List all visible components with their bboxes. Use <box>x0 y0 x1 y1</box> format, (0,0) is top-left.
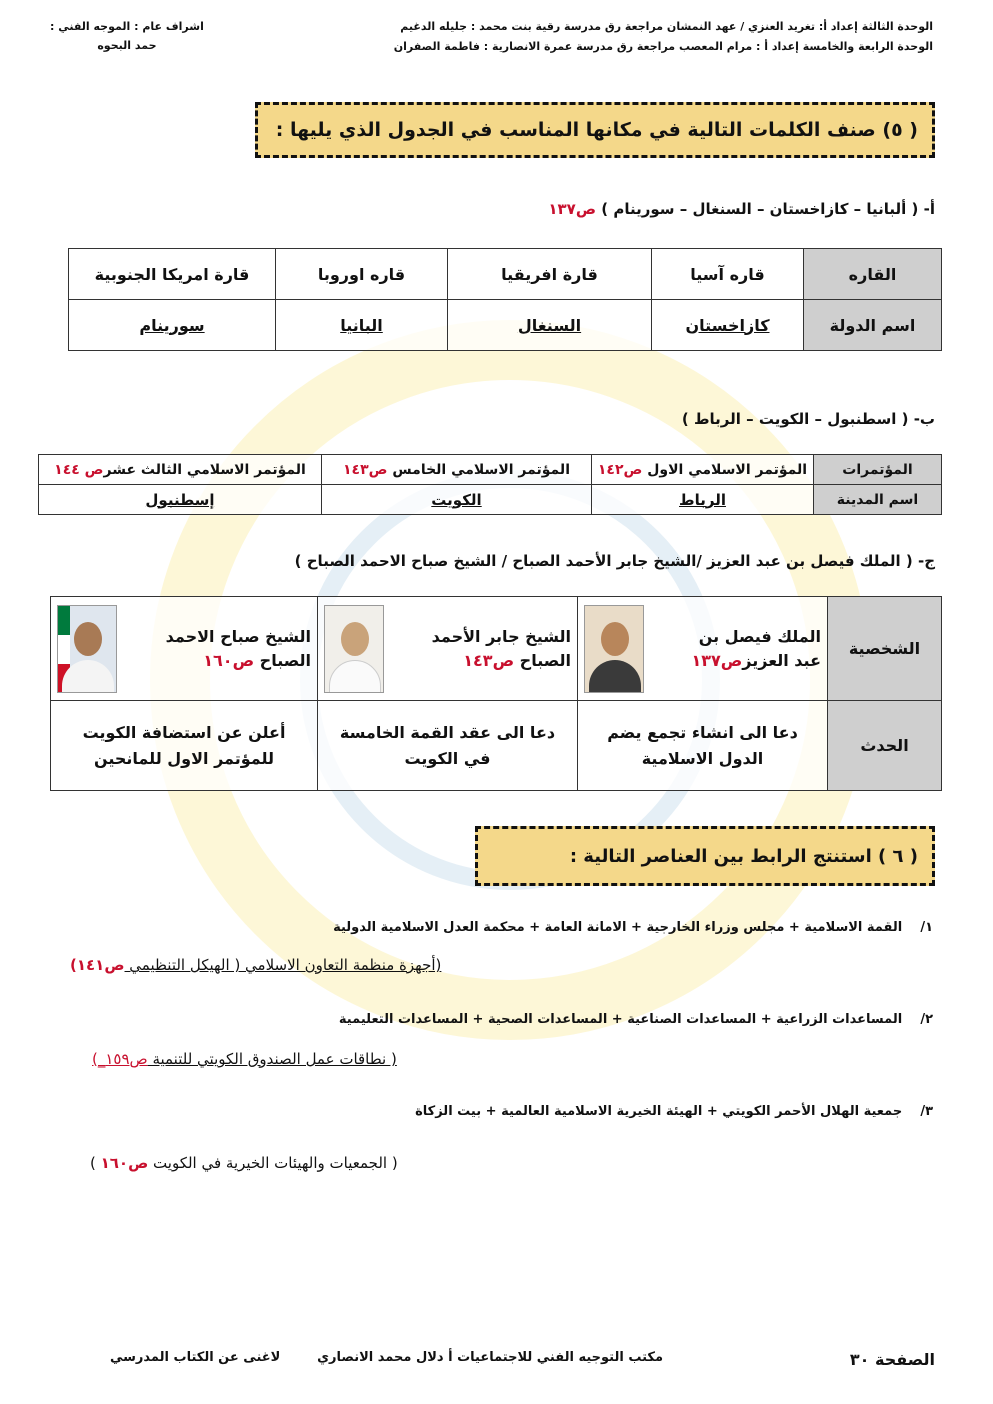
table-cell: قارة امريكا الجنوبية <box>69 249 276 300</box>
table-row <box>39 485 942 515</box>
answer-page-ref: ص١٦٠ <box>100 1154 149 1172</box>
person-name-line <box>691 649 821 673</box>
sheikh-sabah-portrait <box>57 605 117 693</box>
table-cell: قاره آسيا <box>652 249 804 300</box>
table-cell: إسطنبول <box>39 485 322 515</box>
table-cell: كازاخستان <box>652 300 804 351</box>
table-row <box>51 597 942 701</box>
table-cell <box>578 597 828 701</box>
part-a-page-ref: ص١٣٧ <box>548 200 597 218</box>
table-row <box>69 249 942 300</box>
item-number: ٣/ <box>920 1104 933 1119</box>
header-line-2: الوحدة الرابعة والخامسة إعداد أ : مرام المعصب مراجعة رق مدرسة عمرة الانصارية : فاطمة الصفران <box>393 40 933 53</box>
table-cell: سورينام <box>69 300 276 351</box>
event-line: الدول الاسلامية <box>641 748 764 768</box>
q6-item-3 <box>415 1104 933 1119</box>
question-5-banner <box>255 102 935 158</box>
table-cell <box>318 597 578 701</box>
table-cell: قارة افريقيا <box>448 249 652 300</box>
person-name-text: عبد العزيز <box>742 650 821 670</box>
answer-text: ( الجمعيات والهيئات الخيرية في الكويت <box>148 1154 398 1172</box>
table-cell <box>592 455 814 485</box>
part-b-heading: ب- ( اسطنبول – الكويت – الرباط ) <box>681 410 935 428</box>
table-row <box>39 455 942 485</box>
page-number: الصفحة ٣٠ <box>849 1350 935 1369</box>
continents-table <box>68 248 942 351</box>
item-number: ٢/ <box>920 1012 933 1027</box>
question-6-title: ( ٦ ) استنتج الرابط بين العناصر التالية : <box>569 845 918 867</box>
conference-name: المؤتمر الاسلامي الخامس <box>387 461 570 478</box>
person-name <box>432 625 571 673</box>
person-king-faisal <box>578 605 827 693</box>
table-cell <box>51 597 318 701</box>
question-6-banner <box>475 826 935 886</box>
q6-answer-3 <box>90 1154 398 1172</box>
part-a-words: ألبانيا – كازاخستان – السنغال – سورينام ) <box>601 200 907 218</box>
footer-office: مكتب التوجيه الفني للاجتماعيات أ دلال محمد الانصاري <box>317 1350 663 1365</box>
person-name-line: الملك فيصل بن <box>698 626 821 646</box>
person-name <box>166 625 311 673</box>
event-line: في الكويت <box>404 748 491 768</box>
item-number: ١/ <box>920 920 933 935</box>
q6-answer-2 <box>92 1050 397 1068</box>
conference-name: المؤتمر الاسلامي الثالث عشر <box>103 461 306 478</box>
part-c-heading: ج- ( الملك فيصل بن عبد العزيز /الشيخ جابر الأحمد الصباح / الشيخ صباح الاحمد الصباح ) <box>294 552 935 570</box>
answer-page-ref: ص١٥٩_) <box>92 1050 148 1068</box>
table-header-cell: الشخصية <box>828 597 942 701</box>
table-cell <box>322 455 592 485</box>
conferences-table <box>38 454 942 515</box>
table-header-cell: اسم الدولة <box>804 300 942 351</box>
person-name-text: الصباح <box>514 650 571 670</box>
person-name <box>691 625 821 673</box>
event-cell <box>578 701 828 791</box>
conference-ref: ص١٤٣ <box>343 461 388 478</box>
conference-ref: ص ١٤٤ <box>54 461 104 478</box>
table-cell: البانيا <box>276 300 448 351</box>
supervisor-name: حمد البحوه <box>97 39 157 52</box>
event-line: دعا الى عقد القمة الخامسة <box>339 722 556 742</box>
answer-text: (أجهزة منظمة التعاون الاسلامي ( الهيكل التنظيمي <box>124 956 442 974</box>
part-a-prefix: أ- ( <box>911 200 935 218</box>
person-sheikh-sabah <box>51 605 317 693</box>
table-cell: قاره اوروبا <box>276 249 448 300</box>
supervisor-label: اشراف عام : الموجه الفني : <box>50 20 204 33</box>
header-line-1: الوحدة الثالثة إعداد أ: تغريد العنزي / عهد النمشان مراجعة رق مدرسة رقية بنت محمد : جليله الدغيم <box>400 20 933 33</box>
event-line: دعا الى انشاء تجمع يضم <box>607 722 798 742</box>
answer-text: ( نطاقات عمل الصندوق الكويتي للتنمية <box>147 1050 397 1068</box>
person-name-line <box>166 649 311 673</box>
item-elements: المساعدات الزراعية + المساعدات الصناعية + المساعدات الصحية + المساعدات التعليمية <box>338 1012 903 1027</box>
footer-notice: لاغنى عن الكتاب المدرسي <box>110 1350 281 1365</box>
table-header-cell: الحدث <box>828 701 942 791</box>
table-cell: الكويت <box>322 485 592 515</box>
person-page-ref: ص١٣٧ <box>691 650 743 670</box>
table-row <box>69 300 942 351</box>
table-cell <box>39 455 322 485</box>
conference-ref: ص١٤٢ <box>597 461 643 478</box>
table-cell: الرباط <box>592 485 814 515</box>
item-elements: جمعية الهلال الأحمر الكويتي + الهيئة الخيرية الاسلامية العالمية + بيت الزكاة <box>415 1104 903 1119</box>
answer-page-ref: ص١٤١) <box>70 956 125 974</box>
part-a-heading <box>548 200 935 218</box>
person-sheikh-jaber <box>318 605 577 693</box>
person-name-text: الصباح <box>254 650 311 670</box>
table-row <box>51 701 942 791</box>
person-page-ref: ص١٦٠ <box>203 650 255 670</box>
king-faisal-portrait <box>584 605 644 693</box>
question-5-title: ( ٥) صنف الكلمات التالية في مكانها المناسب في الجدول الذي يليها : <box>275 119 918 141</box>
person-page-ref: ص١٤٣ <box>463 650 515 670</box>
person-name-line <box>432 649 571 673</box>
item-elements: القمة الاسلامية + مجلس وزراء الخارجية + الامانة العامة + محكمة العدل الاسلامية الدولية <box>333 920 903 935</box>
q6-item-2 <box>339 1012 933 1027</box>
event-cell <box>318 701 578 791</box>
sheikh-jaber-portrait <box>324 605 384 693</box>
supervisor-block <box>50 20 204 58</box>
q6-item-1 <box>333 920 933 935</box>
table-header-cell: اسم المدينة <box>814 485 942 515</box>
table-header-cell: القاره <box>804 249 942 300</box>
answer-close: ) <box>90 1154 101 1172</box>
event-line: أعلن عن استضافة الكويت <box>82 722 286 742</box>
conference-name: المؤتمر الاسلامي الاول <box>642 461 808 478</box>
person-name-line: الشيخ جابر الأحمد <box>431 626 571 646</box>
event-line: للمؤتمر الاول للمانحين <box>93 748 275 768</box>
table-cell: السنغال <box>448 300 652 351</box>
personalities-table <box>50 596 942 791</box>
event-cell <box>51 701 318 791</box>
q6-answer-1 <box>70 956 441 974</box>
person-name-line: الشيخ صباح الاحمد <box>165 626 311 646</box>
table-header-cell: المؤتمرات <box>814 455 942 485</box>
